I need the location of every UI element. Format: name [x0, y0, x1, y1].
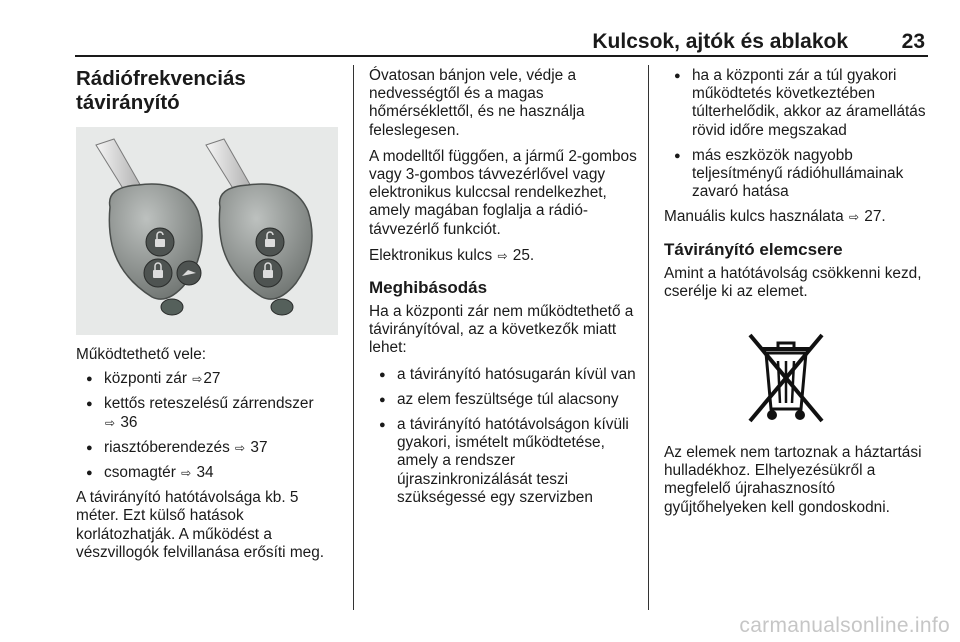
heading-line-1: Rádiófrekvenciás	[76, 67, 246, 90]
cause-list-continued	[664, 67, 932, 201]
page-ref-link[interactable]: 27.	[864, 208, 886, 226]
reference-arrow-icon: ⇨	[181, 466, 192, 481]
page-ref-link[interactable]: 36	[120, 413, 138, 431]
malfunction-paragraph: Ha a központi zár nem működtethető a távirányítóval, az a következők miatt lehet:	[369, 303, 634, 357]
remote-keys-icon	[76, 127, 338, 335]
column-1-body	[76, 346, 344, 570]
section-heading	[76, 67, 341, 115]
reference-arrow-icon: ⇨	[192, 372, 203, 387]
page-ref-link[interactable]: 27	[203, 370, 221, 388]
range-paragraph: A távirányító hatótávolsága kb. 5 méter. Ezt külső hatások korlátozhatják. A működést a vészvillogók felvillanása erősíti meg.	[76, 489, 325, 561]
column-divider-1	[353, 65, 354, 610]
list-item: ● a távirányító hatótávolságon kívüli gyakori, ismételt működtetése, amely a rendszer újraszinkronizálását teszi szükségessé egy szervizben	[369, 416, 637, 507]
care-paragraph: Óvatosan bánjon vele, védje a nedvességtől és a magas hőmérséklettől, és ne használja feleslegesen.	[369, 67, 585, 139]
intro-text: Működtethető vele:	[76, 346, 207, 363]
heading-line-2: távirányító	[76, 91, 180, 114]
list-item: ● a távirányító hatósugarán kívül van	[369, 366, 637, 384]
battery-paragraph: Amint a hatótávolság csökkenni kezd, cserélje ki az elemet.	[664, 264, 922, 300]
crossed-bin-icon	[738, 327, 834, 427]
column-2	[369, 67, 637, 514]
cause-list	[369, 366, 637, 507]
reference-arrow-icon: ⇨	[235, 440, 246, 455]
watermark: carmanualsonline.info	[739, 614, 950, 637]
column-1	[76, 67, 341, 115]
column-3	[664, 67, 932, 309]
page-ref-link[interactable]: 25.	[512, 246, 535, 264]
running-header-title: Kulcsok, ajtók és ablakok	[592, 30, 848, 53]
reference-arrow-icon: ⇨	[497, 248, 508, 263]
page-ref-link[interactable]: 37	[250, 438, 268, 456]
list-item: ● riasztóberendezés ⇨ 37	[76, 439, 344, 457]
list-item: ● ha a központi zár a túl gyakori működtetés következtében túlterhelődik, akkor az áramellátás rövid időre megszakad	[664, 67, 932, 140]
list-item: ● csomagtér ⇨ 34	[76, 464, 344, 482]
header-rule	[75, 55, 928, 57]
list-item: ● központi zár ⇨27	[76, 370, 344, 388]
column-3-body	[664, 444, 939, 525]
list-item: ● kettős reteszelésű zárrendszer ⇨ 36	[76, 395, 344, 431]
page-ref-link[interactable]: 34	[196, 464, 214, 482]
list-item: ● az elem feszültsége túl alacsony	[369, 391, 637, 409]
remote-keys-image	[76, 127, 338, 335]
malfunction-heading: Meghibásodás	[369, 278, 488, 298]
disposal-paragraph: Az elemek nem tartoznak a háztartási hulladékhoz. Elhelyezésükről a megfelelő újrahasznosító gyűjtőhelyeken kell gondoskodni.	[664, 444, 922, 516]
column-divider-2	[648, 65, 649, 610]
page-number: 23	[901, 30, 925, 53]
battery-heading: Távirányító elemcsere	[664, 239, 843, 259]
list-item: ● más eszközök nagyobb teljesítményű rádióhullámainak zavaró hatása	[664, 147, 932, 202]
electronic-key-ref: Elektronikus kulcs ⇨ 25.	[369, 246, 535, 264]
function-list	[76, 370, 344, 482]
models-paragraph: A modelltől függően, a jármű 2-gombos vagy 3-gombos távvezérlővel vagy elektronikus kulccsal rendelkezhet, amely magában foglalja a rádió-távvezérlő funkciót.	[369, 147, 637, 238]
reference-arrow-icon: ⇨	[848, 210, 859, 225]
reference-arrow-icon: ⇨	[105, 415, 116, 430]
manual-key-ref: Manuális kulcs használata ⇨ 27.	[664, 208, 886, 226]
